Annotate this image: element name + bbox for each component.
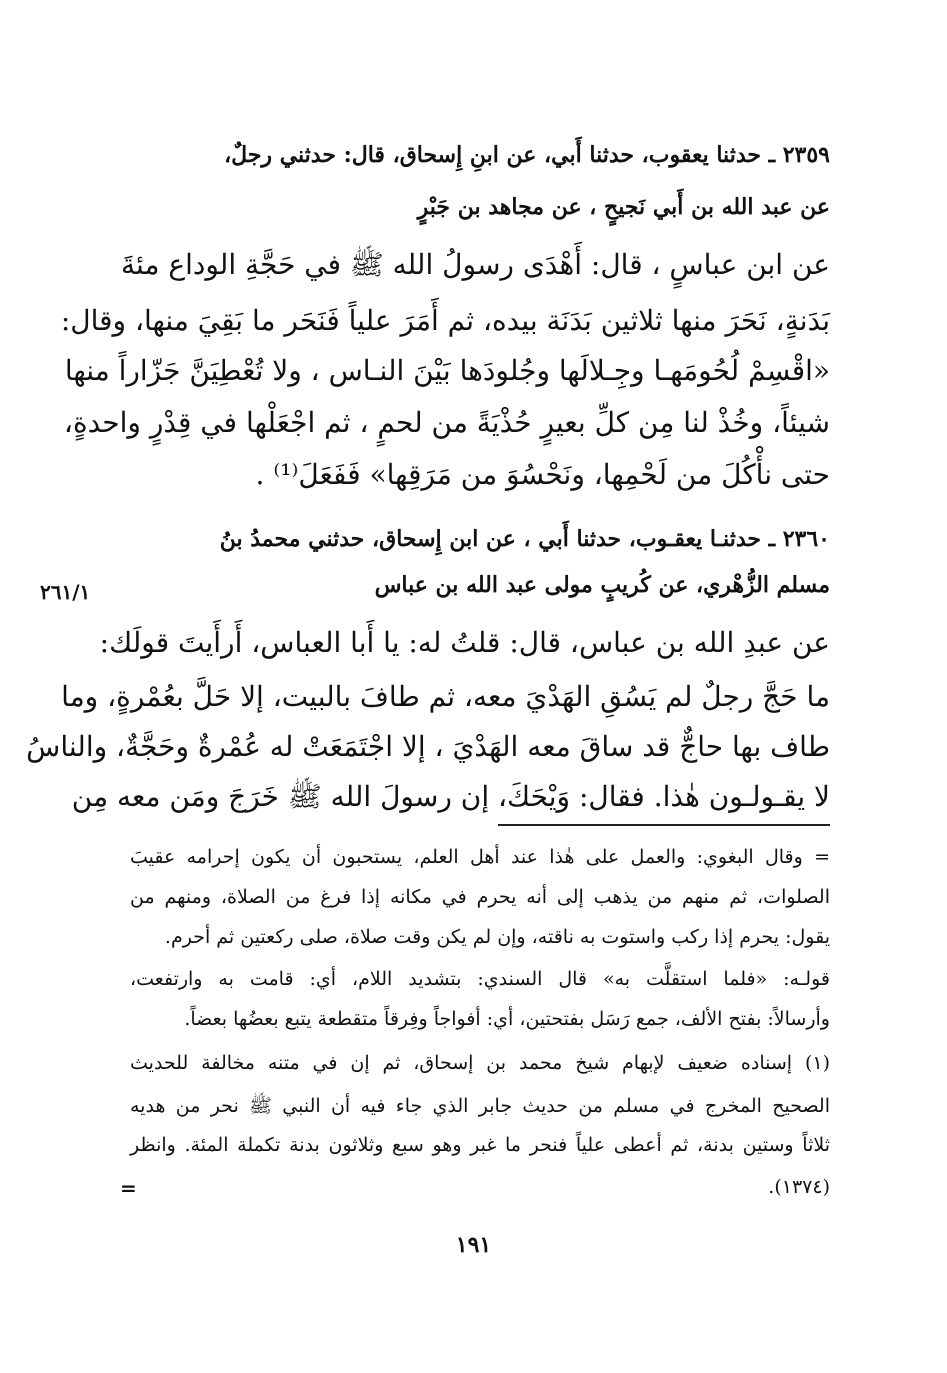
page-number: ١٩١ [455, 1232, 492, 1258]
hadith-2359-isnad-line-2: عن عبد الله بن أَبي نَجيحٍ ، عن مجاهد بن جَبْرٍ [417, 194, 830, 220]
footnote-line-8: ثلاثاً وستين بدنة، ثم أعطى علياً فنحر ما غبر وهو سبع وثلاثون بدنة تكملة المئة. وانظر [130, 1134, 830, 1156]
footnote-line-3: يقول: يحرم إذا ركب واستوت به ناقته، وإن لم يكن وقت صلاة، صلى ركعتين ثم أحرم. [164, 926, 830, 948]
footnote-divider [498, 824, 830, 826]
hadith-2360-matn-line-4: لا يقـولـون هٰذا. فقال: وَيْحَكَ، إن رسولَ الله ﷺ خَرَجَ ومَن معه مِن [71, 780, 830, 813]
margin-volume-page-reference: ٢٦١/١ [40, 580, 91, 604]
hadith-2360-isnad-line-2: مسلم الزُّهْري، عن كُريبٍ مولى عبد الله بن عباس [374, 572, 830, 598]
hadith-2360-isnad-line-1: ٢٣٦٠ ـ حدثنـا يعقـوب، حدثنا أَبي ، عن ابن إِسحاق، حدثني محمدُ بنُ [219, 526, 830, 552]
footnote-line-2: الصلوات، ثم منهم من يذهب إلى أنه يحرم في مكانه إذا فرغ من الصلاة، ومنهم من [130, 886, 830, 908]
hadith-2359-matn-line-1: عن ابن عباسٍ ، قال: أَهْدَى رسولُ الله ﷺ في حَجَّةِ الوداع مئةَ [121, 248, 830, 281]
hadith-2359-matn-line-5: حتى نأْكُلَ من لَحْمِها، ونَحْسُوَ من مَرَقِها» فَفَعَلَ⁽¹⁾ . [255, 458, 830, 491]
footnote-line-4: قولـه: «فلما استقلَّت به» قال السندي: بتشديد اللام، أي: قامت به وارتفعت، [130, 968, 830, 990]
hadith-2359-matn-line-3: «اقْسِمْ لُحُومَهـا وجِـلالَها وجُلودَها بَيْنَ النـاس ، ولا تُعْطِيَنَّ جَزّاراً منها [64, 354, 830, 387]
hadith-2359-isnad-line-1: ٢٣٥٩ ـ حدثنا يعقوب، حدثنا أَبي، عن ابنِ إِسحاق، قال: حدثني رجلٌ، [224, 142, 830, 168]
footnote-line-9: (١٣٧٤). [768, 1176, 830, 1198]
footnote-line-1: = وقال البغوي: والعمل على هٰذا عند أهل العلم، يستحبون أن يكون إحرامه عقيبَ [130, 846, 830, 868]
footnote-line-5: وأرسالاً: بفتح الألف، جمع رَسَل بفتحتين، أي: أفواجاً وفِرقاً متقطعة يتبع بعضُها بعضاً. [184, 1008, 830, 1030]
hadith-2359-matn-line-4: شيئاً، وخُذْ لنا مِن كلِّ بعيرٍ حُذْيَةً من لحمٍ ، ثم اجْعَلْها في قِدْرٍ واحدةٍ، [63, 406, 830, 439]
footnote-line-7: الصحيح المخرج في مسلم من حديث جابر الذي جاء فيه أن النبي ﷺ نحر من هديه [130, 1095, 830, 1117]
hadith-2359-matn-line-2: بَدَنةٍ، نَحَرَ منها ثلاثين بَدَنَة بيده، ثم أَمَرَ علياً فَنَحَر ما بَقِيَ منها، وقال: [60, 304, 830, 337]
footnote-continuation-mark: = [120, 1176, 137, 1200]
footnote-line-6: (١) إسناده ضعيف لإبهام شيخ محمد بن إسحاق، ثم إن في متنه مخالفة للحديث [130, 1052, 830, 1074]
hadith-2360-matn-line-3: طاف بها حاجٌّ قد ساقَ معه الهَدْيَ ، إلا اجْتَمَعَتْ له عُمْرةٌ وحَجَّةٌ، والناسُ [26, 730, 830, 763]
hadith-2360-matn-line-2: ما حَجَّ رجلٌ لم يَسُقِ الهَدْيَ معه، ثم طافَ بالبيت، إلا حَلَّ بعُمْرةٍ، وما [61, 680, 830, 713]
hadith-2360-matn-line-1: عن عبدِ الله بن عباس، قال: قلتُ له: يا أَبا العباس، أَرأَيتَ قولَك: [99, 626, 830, 659]
